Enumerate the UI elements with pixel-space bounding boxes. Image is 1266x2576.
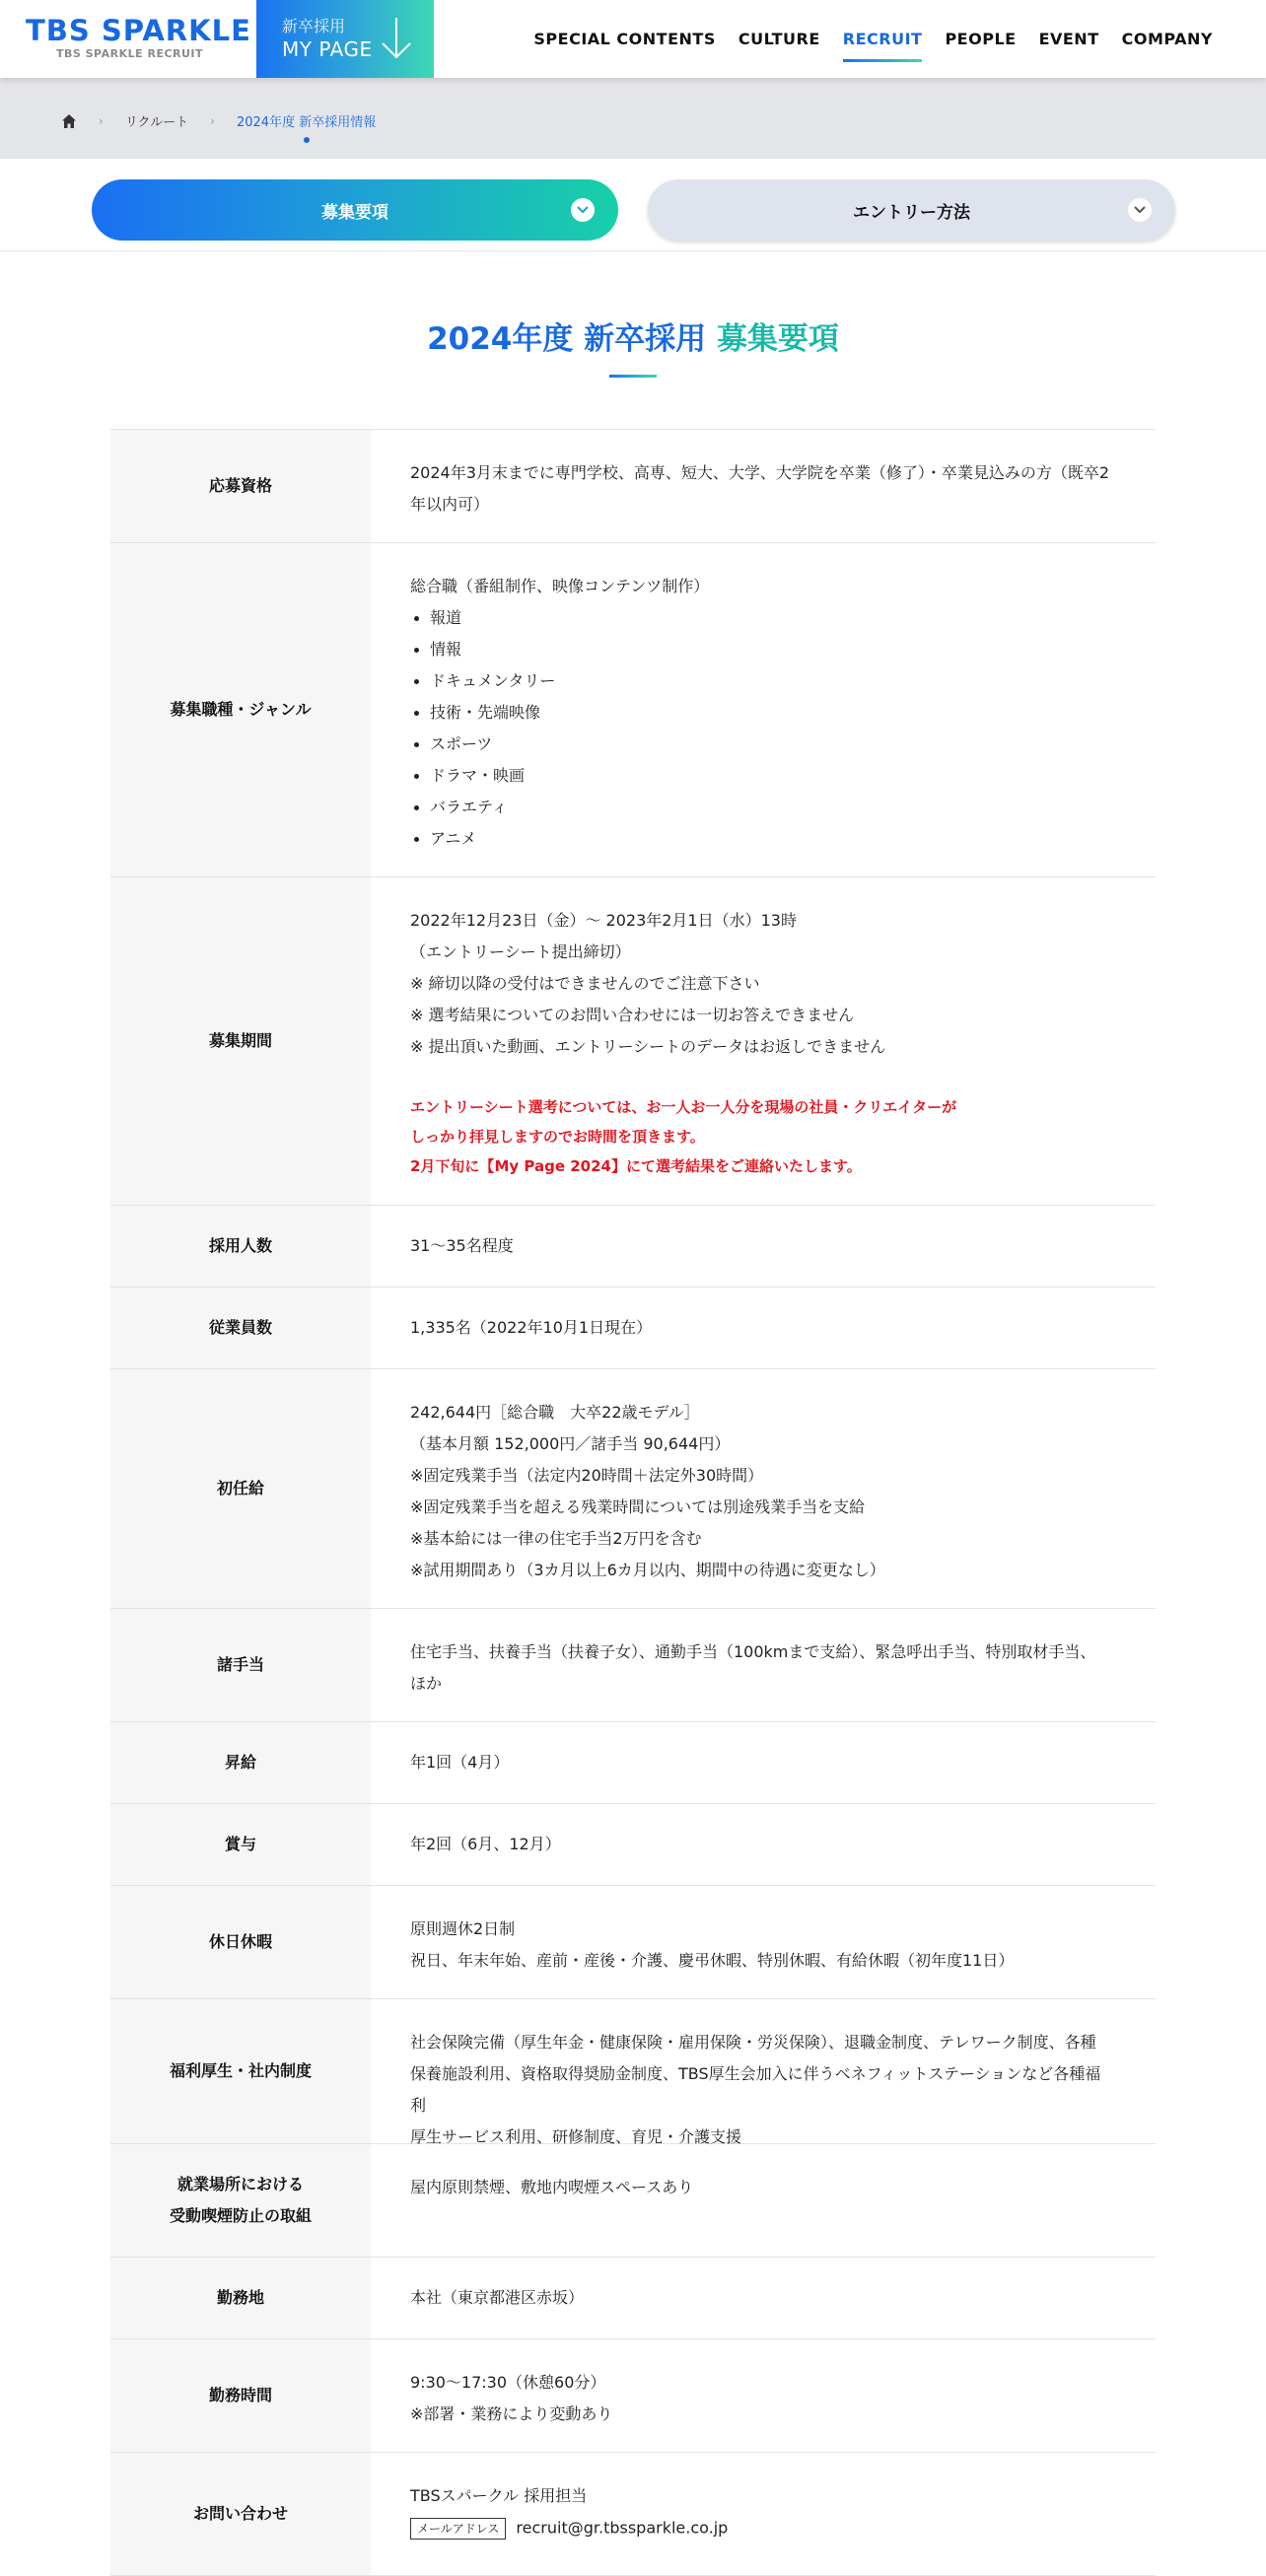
list-item: 情報 [410,634,1116,665]
page-title-part2: 募集要項 [716,321,839,357]
row-header: 勤務地 [110,2258,371,2338]
mail-label: メールアドレス [410,2518,506,2540]
table-row [110,2339,1156,2453]
row-line: ※試用期間あり（3カ月以上6カ月以内、期間中の待遇に変更なし） [410,1561,885,1579]
nav-culture[interactable]: CULTURE [738,30,820,48]
row-header: お問い合わせ [110,2453,371,2575]
nav-event[interactable]: EVENT [1038,30,1099,48]
row-value [371,1722,1156,1803]
chevron-down-icon [571,198,595,222]
row-line: 原則週休2日制 [410,1919,516,1938]
nav-company[interactable]: COMPANY [1121,30,1213,48]
row-header-line: 就業場所における [176,2175,304,2193]
row-line: 1,335名（2022年10月1日現在） [410,1318,653,1337]
table-row [110,1369,1156,1609]
logo-sub-text: TBS SPARKLE RECRUIT [56,47,204,60]
row-value [371,1609,1156,1721]
site-logo[interactable] [26,14,252,65]
tab-requirements[interactable] [92,179,618,241]
mail-address-link[interactable]: recruit@gr.tbssparkle.co.jp [516,2518,729,2538]
breadcrumb [61,111,376,130]
row-line: 年1回（4月） [410,1753,510,1772]
nav-recruit[interactable]: RECRUIT [843,0,923,78]
table-row [110,2144,1156,2258]
row-line: ※ 選考結果についてのお問い合わせには一切お答えできません [410,1006,855,1024]
row-value [371,543,1156,876]
row-value [371,1369,1156,1608]
home-icon[interactable] [61,113,77,129]
row-line: 本社（東京都港区赤坂） [410,2288,585,2307]
row-line: 屋内原則禁煙、敷地内喫煙スペースあり [410,2178,694,2196]
breadcrumb-current: 2024年度 新卒採用情報 [237,111,376,130]
row-line: 総合職（番組制作、映像コンテンツ制作） [410,577,710,595]
row-header: 昇給 [110,1722,371,1803]
row-header [110,2144,371,2257]
row-header-line: 受動喫煙防止の取組 [169,2206,312,2225]
list-item: 報道 [410,602,1116,634]
row-value [371,877,1156,1205]
row-line: 年以内可） [410,495,490,514]
row-line: 保養施設利用、資格取得奨励金制度、TBS厚生会加入に伴うベネフィットステーションなど各種福利 [410,2064,1101,2115]
notice-text: しっかり拝見しますのでお時間を頂きます。 [410,1128,705,1146]
row-line: 社会保険完備（厚生年金・健康保険・雇用保険・労災保険）、退職金制度、テレワーク制度、各種 [410,2033,1096,2052]
list-item: ドラマ・映画 [410,760,1116,792]
table-row [110,430,1156,543]
logo-main-text: TBS SPARKLE [26,14,251,47]
list-item: バラエティ [410,792,1116,823]
page-title-part1: 2024年度 新卒採用 [427,321,707,357]
nav-special-contents[interactable]: SPECIAL CONTENTS [533,30,716,48]
row-line: 242,644円［総合職 大卒22歳モデル］ [410,1403,700,1422]
chevron-down-icon [1128,198,1152,222]
page-title [0,317,1266,361]
row-line: 31〜35名程度 [410,1236,514,1255]
row-value [371,430,1156,542]
list-item: スポーツ [410,729,1116,760]
section-tabs [0,159,1266,251]
row-value [371,2144,1156,2257]
row-line: ※ 締切以降の受付はできませんのでご注意下さい [410,974,760,993]
row-line: ※固定残業手当を超える残業時間については別途残業手当を支給 [410,1497,866,1516]
table-row [110,543,1156,877]
chevron-right-icon: › [99,113,104,128]
table-row [110,1288,1156,1369]
site-header [0,0,1266,78]
row-line: 2024年3月末までに専門学校、高専、短大、大学、大学院を卒業（修了）・卒業見込みの方（既卒2 [410,463,1110,482]
nav-people[interactable]: PEOPLE [945,30,1017,48]
arrow-down-icon [377,16,416,61]
tab-entry-method[interactable] [648,179,1175,241]
requirements-table [110,429,1156,2576]
row-line: 9:30〜17:30（休憩60分） [410,2373,606,2392]
row-header: 福利厚生・社内制度 [110,1999,371,2143]
row-value [371,1999,1156,2146]
row-value [371,2339,1156,2452]
row-header: 従業員数 [110,1288,371,1368]
notice-text: エントリーシート選考については、お一人お一人分を現場の社員・クリエイターが [410,1098,957,1116]
row-header: 休日休暇 [110,1886,371,1998]
table-row [110,877,1156,1206]
row-line: （基本月額 152,000円／諸手当 90,644円） [410,1434,731,1453]
row-value [371,2258,1156,2338]
row-value [371,1804,1156,1885]
row-header: 初任給 [110,1369,371,1608]
row-line: ※部署・業務により変動あり [410,2404,613,2423]
row-header: 勤務時間 [110,2339,371,2452]
list-item: 技術・先端映像 [410,697,1116,729]
row-line: 住宅手当、扶養手当（扶養子女）、通勤手当（100kmまで支給）、緊急呼出手当、特別取材手当、 [410,1642,1096,1661]
row-line: 年2回（6月、12月） [410,1835,561,1853]
row-value [371,1886,1156,1998]
tab-entry-method-label: エントリー方法 [853,202,970,223]
list-item: アニメ [410,823,1116,855]
row-line: TBSスパークル 採用担当 [410,2486,588,2505]
row-line: （エントリーシート提出締切） [410,942,631,961]
genre-list [410,602,1116,855]
table-row [110,2258,1156,2339]
row-line: 2022年12月23日（金）〜 2023年2月1日（水）13時 [410,911,797,930]
row-header: 応募資格 [110,430,371,542]
list-item: ドキュメンタリー [410,665,1116,697]
table-row [110,1999,1156,2144]
row-value [371,1288,1156,1368]
notice-text: 2月下旬に【My Page 2024】にて選考結果をご連絡いたします。 [410,1157,862,1175]
main-nav [511,0,1213,78]
row-line: 祝日、年末年始、産前・産後・介護、慶弔休暇、特別休暇、有給休暇（初年度11日） [410,1951,1015,1970]
row-header: 採用人数 [110,1206,371,1287]
table-row [110,1206,1156,1288]
table-row [110,1886,1156,1999]
table-row [110,1609,1156,1722]
row-header: 募集期間 [110,877,371,1205]
row-line: ほか [410,1674,443,1693]
table-row [110,1804,1156,1886]
breadcrumb-recruit[interactable]: リクルート [124,115,189,130]
title-underline [609,375,657,378]
chevron-right-icon: › [210,113,215,128]
mypage-small-label: 新卒採用 [282,17,346,35]
mypage-big-label: MY PAGE [282,37,373,61]
row-header: 諸手当 [110,1609,371,1721]
mypage-button[interactable] [256,0,434,78]
mail-line [410,2512,1116,2544]
row-line: 厚生サービス利用、研修制度、育児・介護支援 [410,2127,742,2146]
tab-requirements-label: 募集要項 [321,202,388,223]
row-line: ※ 提出頂いた動画、エントリーシートのデータはお返しできません [410,1037,886,1056]
row-header: 賞与 [110,1804,371,1885]
table-row [110,1722,1156,1804]
row-line: ※固定残業手当（法定内20時間＋法定外30時間） [410,1466,764,1485]
row-line: ※基本給には一律の住宅手当2万円を含む [410,1529,702,1548]
row-header: 募集職種・ジャンル [110,543,371,876]
breadcrumb-bar [0,78,1266,159]
row-value [371,2453,1156,2575]
table-row [110,2453,1156,2576]
row-value [371,1206,1156,1287]
